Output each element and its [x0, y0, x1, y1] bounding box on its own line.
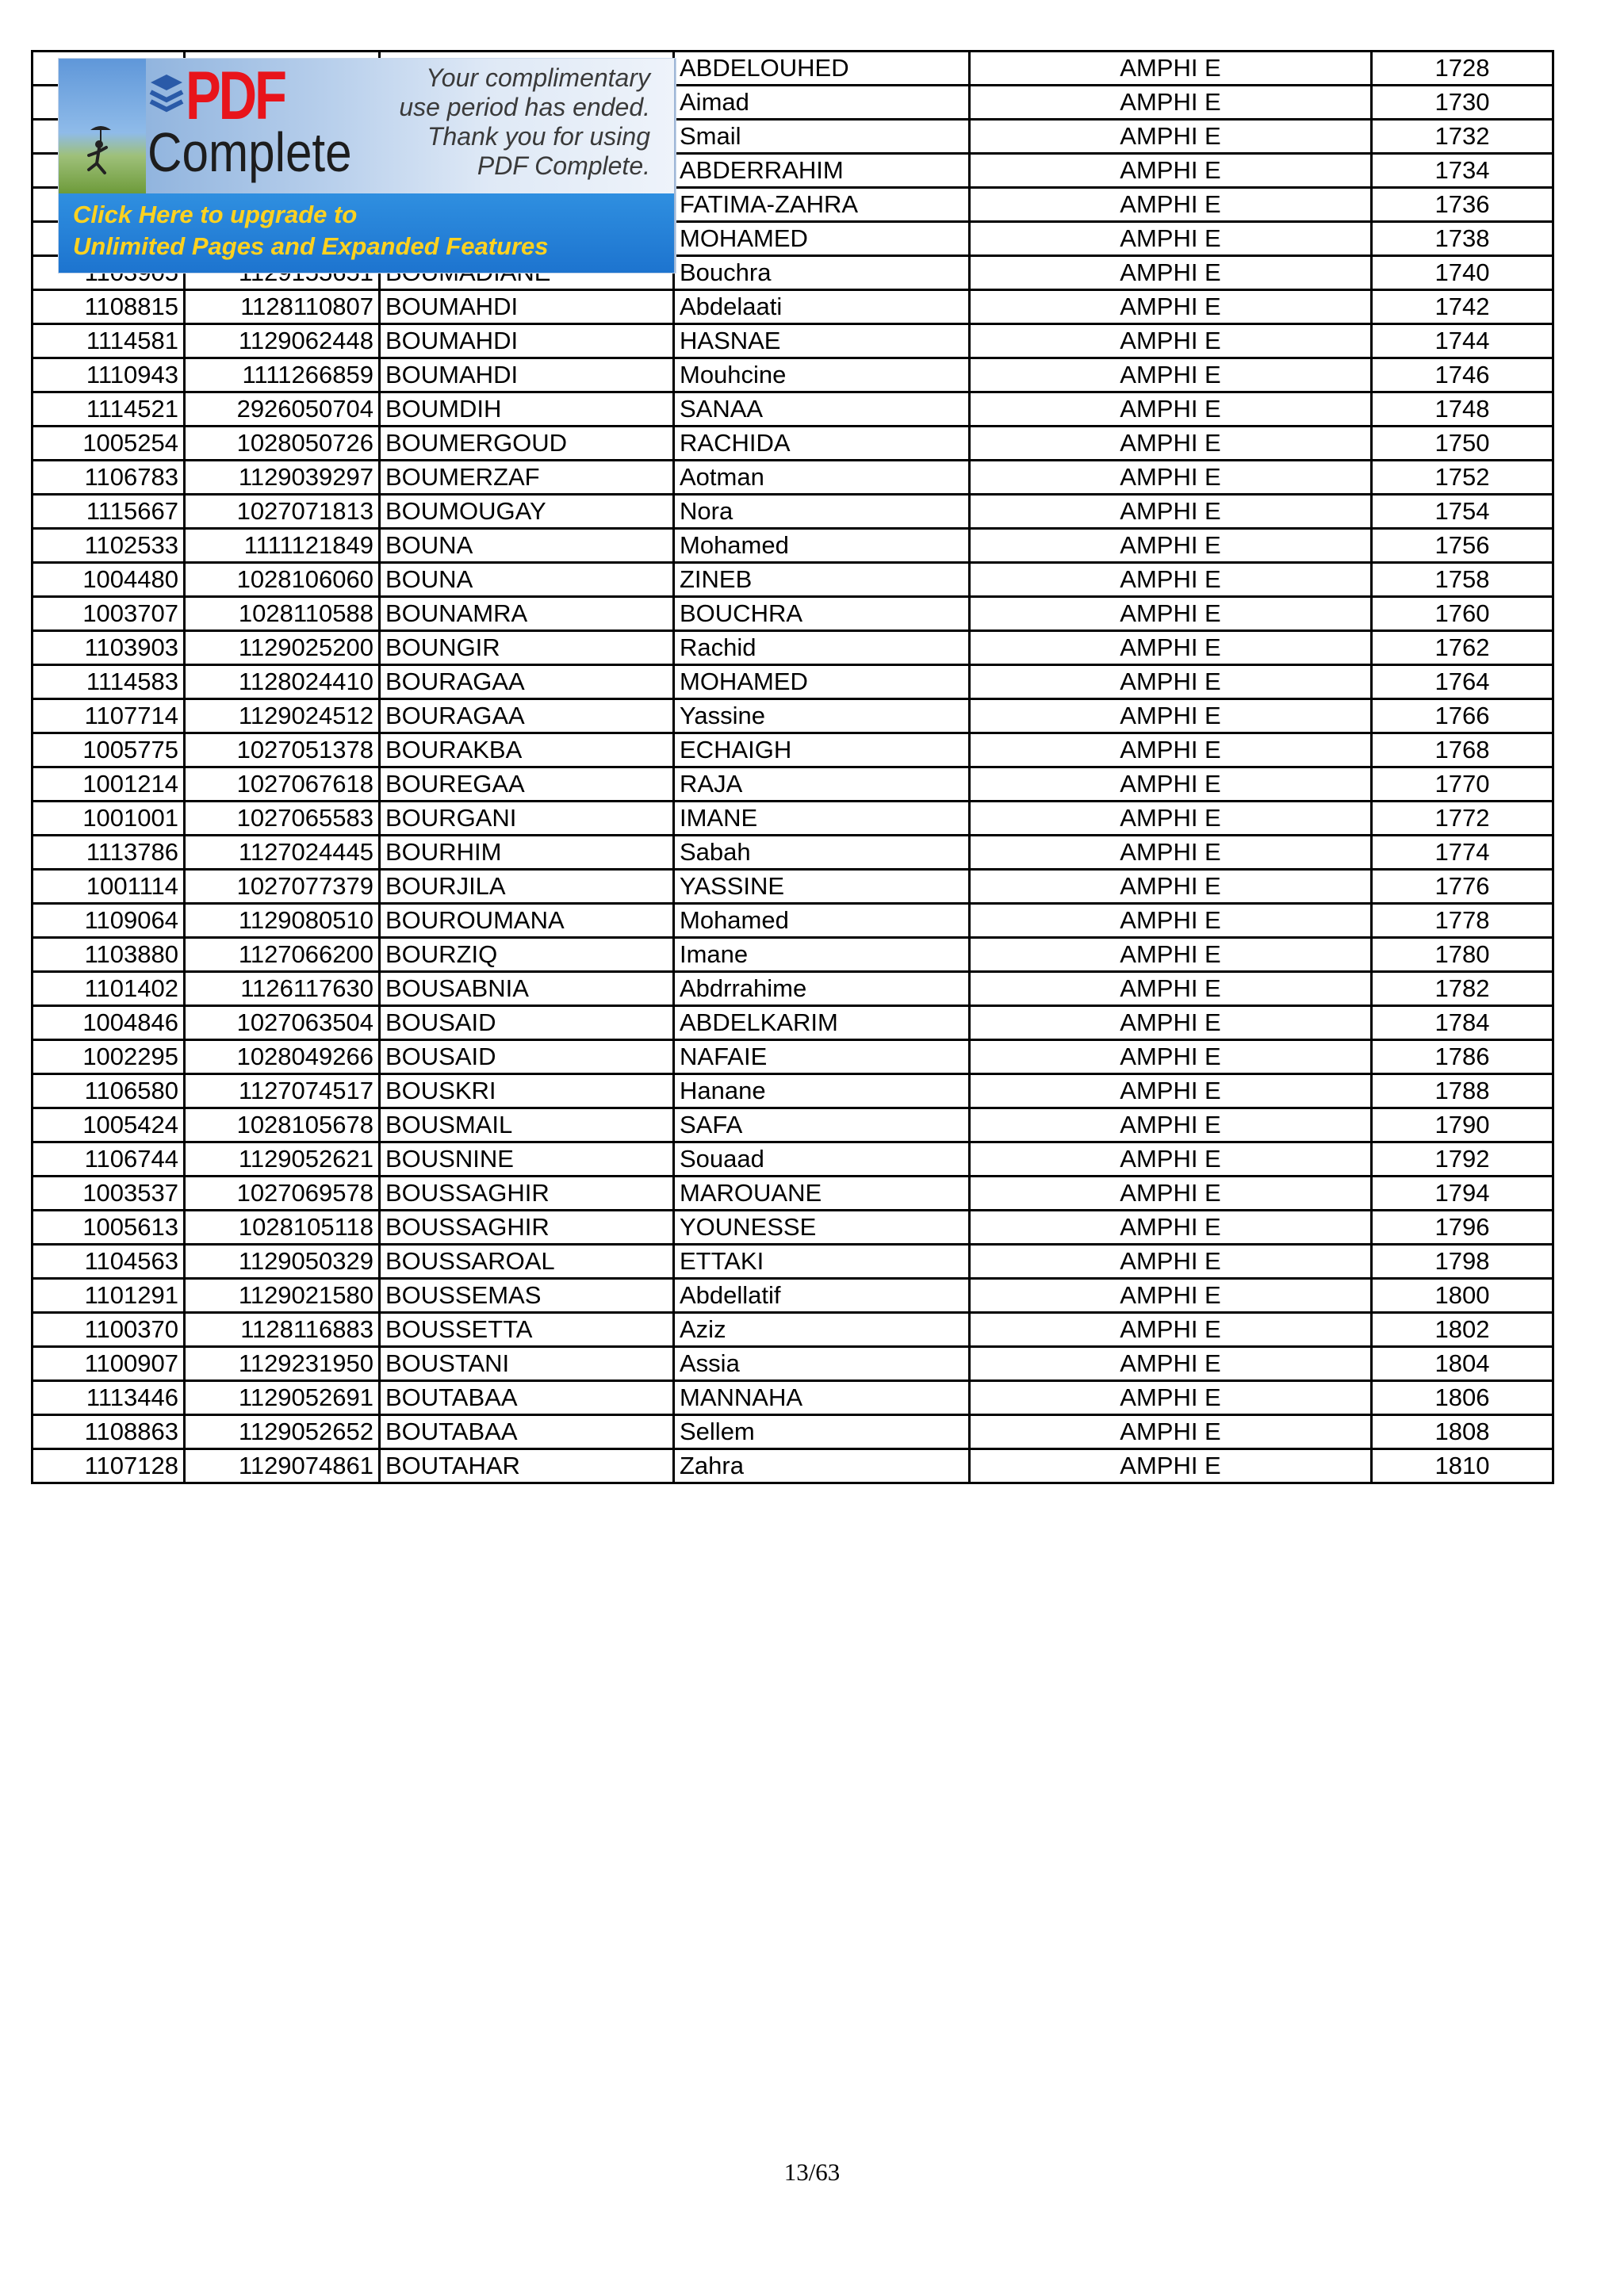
room-cell: AMPHI E [970, 1108, 1372, 1142]
first-name-cell: Hanane [674, 1074, 970, 1108]
student-number-cell: 1108863 [33, 1415, 185, 1449]
first-name-cell: Abdrrahime [674, 972, 970, 1006]
seat-number-cell: 1742 [1372, 290, 1553, 324]
exam-code-cell: 1127074517 [185, 1074, 380, 1108]
promo-message-line: use period has ended. [399, 93, 650, 121]
room-cell: AMPHI E [970, 972, 1372, 1006]
student-number-cell: 1114583 [33, 665, 185, 699]
first-name-cell: ZINEB [674, 563, 970, 597]
pdf-brand-text: PDF [186, 59, 285, 134]
seat-number-cell: 1784 [1372, 1006, 1553, 1040]
seat-number-cell: 1782 [1372, 972, 1553, 1006]
seat-number-cell: 1744 [1372, 324, 1553, 358]
last-name-cell: BOUSNINE [380, 1142, 674, 1177]
seat-number-cell: 1802 [1372, 1313, 1553, 1347]
table-row [33, 699, 1553, 733]
exam-code-cell: 1129062448 [185, 324, 380, 358]
exam-code-cell: 1128024410 [185, 665, 380, 699]
first-name-cell: Imane [674, 938, 970, 972]
room-cell: AMPHI E [970, 1279, 1372, 1313]
exam-code-cell: 1111266859 [185, 358, 380, 392]
room-cell: AMPHI E [970, 699, 1372, 733]
last-name-cell: BOUTAHAR [380, 1449, 674, 1483]
exam-code-cell: 1129039297 [185, 461, 380, 495]
room-cell: AMPHI E [970, 1142, 1372, 1177]
room-cell: AMPHI E [970, 597, 1372, 631]
student-number-cell: 1005613 [33, 1211, 185, 1245]
exam-code-cell: 2926050704 [185, 392, 380, 427]
seat-number-cell: 1808 [1372, 1415, 1553, 1449]
student-number-cell: 1103880 [33, 938, 185, 972]
room-cell: AMPHI E [970, 665, 1372, 699]
first-name-cell: MOHAMED [674, 222, 970, 256]
last-name-cell: BOUMOUGAY [380, 495, 674, 529]
table-row [33, 1177, 1553, 1211]
last-name-cell: BOUSSAROAL [380, 1245, 674, 1279]
jumping-person-photo [59, 59, 146, 193]
first-name-cell: BOUCHRA [674, 597, 970, 631]
student-number-cell: 1102533 [33, 529, 185, 563]
exam-code-cell: 1027071813 [185, 495, 380, 529]
seat-number-cell: 1792 [1372, 1142, 1553, 1177]
seat-number-cell: 1778 [1372, 904, 1553, 938]
exam-code-cell: 1027077379 [185, 870, 380, 904]
room-cell: AMPHI E [970, 529, 1372, 563]
exam-code-cell: 1127066200 [185, 938, 380, 972]
seat-number-cell: 1800 [1372, 1279, 1553, 1313]
table-row [33, 938, 1553, 972]
student-number-cell: 1100370 [33, 1313, 185, 1347]
student-number-cell: 1113786 [33, 836, 185, 870]
table-row [33, 1347, 1553, 1381]
seat-number-cell: 1804 [1372, 1347, 1553, 1381]
room-cell: AMPHI E [970, 938, 1372, 972]
room-cell: AMPHI E [970, 767, 1372, 802]
exam-code-cell: 1126117630 [185, 972, 380, 1006]
first-name-cell: IMANE [674, 802, 970, 836]
first-name-cell: Mohamed [674, 529, 970, 563]
first-name-cell: Souaad [674, 1142, 970, 1177]
table-row [33, 324, 1553, 358]
exam-code-cell: 1027051378 [185, 733, 380, 767]
student-number-cell: 1003537 [33, 1177, 185, 1211]
first-name-cell: RACHIDA [674, 427, 970, 461]
last-name-cell: BOURAKBA [380, 733, 674, 767]
student-number-cell: 1114521 [33, 392, 185, 427]
room-cell: AMPHI E [970, 1245, 1372, 1279]
complete-brand-text: Complete [147, 121, 352, 183]
last-name-cell: BOUMAHDI [380, 324, 674, 358]
student-number-cell: 1005424 [33, 1108, 185, 1142]
exam-code-cell: 1129052621 [185, 1142, 380, 1177]
seat-number-cell: 1798 [1372, 1245, 1553, 1279]
table-row [33, 1245, 1553, 1279]
room-cell: AMPHI E [970, 256, 1372, 290]
student-number-cell: 1004480 [33, 563, 185, 597]
last-name-cell: BOUMERGOUD [380, 427, 674, 461]
student-number-cell: 1005775 [33, 733, 185, 767]
seat-number-cell: 1786 [1372, 1040, 1553, 1074]
last-name-cell: BOUSAID [380, 1006, 674, 1040]
seat-number-cell: 1788 [1372, 1074, 1553, 1108]
student-number-cell: 1004846 [33, 1006, 185, 1040]
room-cell: AMPHI E [970, 1347, 1372, 1381]
first-name-cell: YOUNESSE [674, 1211, 970, 1245]
table-row [33, 665, 1553, 699]
last-name-cell: BOUSSAGHIR [380, 1177, 674, 1211]
exam-code-cell: 1129025200 [185, 631, 380, 665]
exam-code-cell: 1028049266 [185, 1040, 380, 1074]
first-name-cell: Aziz [674, 1313, 970, 1347]
table-row [33, 461, 1553, 495]
last-name-cell: BOUREGAA [380, 767, 674, 802]
exam-code-cell: 1028050726 [185, 427, 380, 461]
first-name-cell: YASSINE [674, 870, 970, 904]
seat-number-cell: 1770 [1372, 767, 1553, 802]
table-row [33, 1415, 1553, 1449]
student-number-cell: 1106744 [33, 1142, 185, 1177]
seat-number-cell: 1730 [1372, 86, 1553, 120]
seat-number-cell: 1776 [1372, 870, 1553, 904]
upgrade-link[interactable] [59, 193, 674, 273]
first-name-cell: ABDERRAHIM [674, 154, 970, 188]
table-row [33, 802, 1553, 836]
promo-message-line: Your complimentary [426, 63, 650, 92]
room-cell: AMPHI E [970, 120, 1372, 154]
room-cell: AMPHI E [970, 836, 1372, 870]
first-name-cell: MANNAHA [674, 1381, 970, 1415]
table-row [33, 972, 1553, 1006]
first-name-cell: Mohamed [674, 904, 970, 938]
seat-number-cell: 1762 [1372, 631, 1553, 665]
exam-code-cell: 1129052691 [185, 1381, 380, 1415]
table-row [33, 870, 1553, 904]
student-number-cell: 1104563 [33, 1245, 185, 1279]
table-row [33, 427, 1553, 461]
page-number: 13/63 [783, 2158, 841, 2186]
promo-message-line: Thank you for using [427, 122, 650, 151]
upgrade-link-line1[interactable]: Click Here to upgrade to [73, 201, 358, 228]
room-cell: AMPHI E [970, 154, 1372, 188]
room-cell: AMPHI E [970, 358, 1372, 392]
promo-message-line: PDF Complete. [477, 151, 650, 180]
first-name-cell: Sabah [674, 836, 970, 870]
first-name-cell: FATIMA-ZAHRA [674, 188, 970, 222]
last-name-cell: BOUSMAIL [380, 1108, 674, 1142]
table-row [33, 1142, 1553, 1177]
table-row [33, 597, 1553, 631]
first-name-cell: Smail [674, 120, 970, 154]
student-number-cell: 1109064 [33, 904, 185, 938]
first-name-cell: NAFAIE [674, 1040, 970, 1074]
last-name-cell: BOURHIM [380, 836, 674, 870]
student-number-cell: 1115667 [33, 495, 185, 529]
student-number-cell: 1101402 [33, 972, 185, 1006]
first-name-cell: Rachid [674, 631, 970, 665]
room-cell: AMPHI E [970, 631, 1372, 665]
exam-code-cell: 1129024512 [185, 699, 380, 733]
student-number-cell: 1100907 [33, 1347, 185, 1381]
last-name-cell: BOUNGIR [380, 631, 674, 665]
seat-number-cell: 1806 [1372, 1381, 1553, 1415]
seat-number-cell: 1774 [1372, 836, 1553, 870]
first-name-cell: RAJA [674, 767, 970, 802]
exam-code-cell: 1027063504 [185, 1006, 380, 1040]
seat-number-cell: 1772 [1372, 802, 1553, 836]
seat-number-cell: 1760 [1372, 597, 1553, 631]
student-number-cell: 1103903 [33, 631, 185, 665]
room-cell: AMPHI E [970, 1074, 1372, 1108]
room-cell: AMPHI E [970, 1040, 1372, 1074]
exam-code-cell: 1027065583 [185, 802, 380, 836]
seat-number-cell: 1732 [1372, 120, 1553, 154]
student-number-cell: 1003707 [33, 597, 185, 631]
table-row [33, 836, 1553, 870]
seat-number-cell: 1752 [1372, 461, 1553, 495]
exam-code-cell: 1128116883 [185, 1313, 380, 1347]
last-name-cell: BOUMAHDI [380, 290, 674, 324]
student-number-cell: 1106783 [33, 461, 185, 495]
table-row [33, 563, 1553, 597]
student-number-cell: 1101291 [33, 1279, 185, 1313]
last-name-cell: BOURZIQ [380, 938, 674, 972]
seat-number-cell: 1766 [1372, 699, 1553, 733]
first-name-cell: Bouchra [674, 256, 970, 290]
seat-number-cell: 1796 [1372, 1211, 1553, 1245]
seat-number-cell: 1748 [1372, 392, 1553, 427]
seat-number-cell: 1758 [1372, 563, 1553, 597]
first-name-cell: ETTAKI [674, 1245, 970, 1279]
upgrade-link-line2[interactable]: Unlimited Pages and Expanded Features [73, 232, 549, 260]
student-number-cell: 1001214 [33, 767, 185, 802]
student-number-cell: 1002295 [33, 1040, 185, 1074]
student-number-cell: 1106580 [33, 1074, 185, 1108]
first-name-cell: Aotman [674, 461, 970, 495]
exam-code-cell: 1028110588 [185, 597, 380, 631]
first-name-cell: ECHAIGH [674, 733, 970, 767]
last-name-cell: BOURGANI [380, 802, 674, 836]
last-name-cell: BOUSAID [380, 1040, 674, 1074]
table-row [33, 1074, 1553, 1108]
table-row [33, 1381, 1553, 1415]
table-row [33, 767, 1553, 802]
pdf-complete-upgrade-banner[interactable] [59, 59, 676, 273]
first-name-cell: Aimad [674, 86, 970, 120]
room-cell: AMPHI E [970, 1381, 1372, 1415]
exam-code-cell: 1128110807 [185, 290, 380, 324]
last-name-cell: BOURAGAA [380, 665, 674, 699]
exam-code-cell: 1027069578 [185, 1177, 380, 1211]
last-name-cell: BOURAGAA [380, 699, 674, 733]
table-row [33, 1449, 1553, 1483]
table-row [33, 392, 1553, 427]
room-cell: AMPHI E [970, 86, 1372, 120]
table-row [33, 1211, 1553, 1245]
room-cell: AMPHI E [970, 461, 1372, 495]
student-number-cell: 1001114 [33, 870, 185, 904]
table-row [33, 733, 1553, 767]
last-name-cell: BOUSSEMAS [380, 1279, 674, 1313]
room-cell: AMPHI E [970, 52, 1372, 86]
seat-number-cell: 1756 [1372, 529, 1553, 563]
first-name-cell: Mouhcine [674, 358, 970, 392]
seat-number-cell: 1750 [1372, 427, 1553, 461]
table-row [33, 1279, 1553, 1313]
last-name-cell: BOUSSAGHIR [380, 1211, 674, 1245]
seat-number-cell: 1728 [1372, 52, 1553, 86]
exam-code-cell: 1127024445 [185, 836, 380, 870]
first-name-cell: Abdellatif [674, 1279, 970, 1313]
table-row [33, 290, 1553, 324]
last-name-cell: BOURJILA [380, 870, 674, 904]
last-name-cell: BOUROUMANA [380, 904, 674, 938]
room-cell: AMPHI E [970, 495, 1372, 529]
room-cell: AMPHI E [970, 870, 1372, 904]
last-name-cell: BOUSTANI [380, 1347, 674, 1381]
seat-number-cell: 1790 [1372, 1108, 1553, 1142]
first-name-cell: Abdelaati [674, 290, 970, 324]
room-cell: AMPHI E [970, 290, 1372, 324]
table-row [33, 1006, 1553, 1040]
table-row [33, 495, 1553, 529]
student-number-cell: 1114581 [33, 324, 185, 358]
exam-code-cell: 1028105678 [185, 1108, 380, 1142]
first-name-cell: Nora [674, 495, 970, 529]
student-number-cell: 1108815 [33, 290, 185, 324]
first-name-cell: ABDELKARIM [674, 1006, 970, 1040]
seat-number-cell: 1780 [1372, 938, 1553, 972]
first-name-cell: HASNAE [674, 324, 970, 358]
last-name-cell: BOUNA [380, 563, 674, 597]
first-name-cell: Zahra [674, 1449, 970, 1483]
last-name-cell: BOUTABAA [380, 1381, 674, 1415]
last-name-cell: BOUSABNIA [380, 972, 674, 1006]
seat-number-cell: 1738 [1372, 222, 1553, 256]
last-name-cell: BOUTABAA [380, 1415, 674, 1449]
seat-number-cell: 1794 [1372, 1177, 1553, 1211]
jumping-person-icon [73, 124, 128, 187]
room-cell: AMPHI E [970, 733, 1372, 767]
exam-code-cell: 1028106060 [185, 563, 380, 597]
room-cell: AMPHI E [970, 1006, 1372, 1040]
exam-code-cell: 1129231950 [185, 1347, 380, 1381]
student-number-cell: 1110943 [33, 358, 185, 392]
seat-number-cell: 1754 [1372, 495, 1553, 529]
first-name-cell: Sellem [674, 1415, 970, 1449]
room-cell: AMPHI E [970, 188, 1372, 222]
table-row [33, 904, 1553, 938]
exam-code-cell: 1028105118 [185, 1211, 380, 1245]
student-number-cell: 1113446 [33, 1381, 185, 1415]
room-cell: AMPHI E [970, 1415, 1372, 1449]
exam-code-cell: 1129052652 [185, 1415, 380, 1449]
seat-number-cell: 1740 [1372, 256, 1553, 290]
last-name-cell: BOUNAMRA [380, 597, 674, 631]
room-cell: AMPHI E [970, 1211, 1372, 1245]
exam-code-cell: 1129074861 [185, 1449, 380, 1483]
first-name-cell: SANAA [674, 392, 970, 427]
exam-code-cell: 1129050329 [185, 1245, 380, 1279]
exam-code-cell: 1129080510 [185, 904, 380, 938]
room-cell: AMPHI E [970, 802, 1372, 836]
seat-number-cell: 1764 [1372, 665, 1553, 699]
student-number-cell: 1001001 [33, 802, 185, 836]
student-number-cell: 1005254 [33, 427, 185, 461]
table-row [33, 1313, 1553, 1347]
table-row [33, 1040, 1553, 1074]
room-cell: AMPHI E [970, 1313, 1372, 1347]
last-name-cell: BOUMERZAF [380, 461, 674, 495]
first-name-cell: MOHAMED [674, 665, 970, 699]
student-number-cell: 1107128 [33, 1449, 185, 1483]
first-name-cell: ABDELOUHED [674, 52, 970, 86]
room-cell: AMPHI E [970, 1449, 1372, 1483]
room-cell: AMPHI E [970, 222, 1372, 256]
last-name-cell: BOUSKRI [380, 1074, 674, 1108]
first-name-cell: MAROUANE [674, 1177, 970, 1211]
room-cell: AMPHI E [970, 427, 1372, 461]
exam-code-cell: 1027067618 [185, 767, 380, 802]
table-row [33, 631, 1553, 665]
exam-code-cell: 1111121849 [185, 529, 380, 563]
table-row [33, 529, 1553, 563]
seat-number-cell: 1746 [1372, 358, 1553, 392]
first-name-cell: Assia [674, 1347, 970, 1381]
promo-message [399, 63, 650, 181]
table-row [33, 358, 1553, 392]
room-cell: AMPHI E [970, 392, 1372, 427]
pdf-stack-logo-icon [147, 71, 186, 119]
first-name-cell: SAFA [674, 1108, 970, 1142]
last-name-cell: BOUSSETTA [380, 1313, 674, 1347]
first-name-cell: Yassine [674, 699, 970, 733]
last-name-cell: BOUMDIH [380, 392, 674, 427]
last-name-cell: BOUNA [380, 529, 674, 563]
seat-number-cell: 1734 [1372, 154, 1553, 188]
last-name-cell: BOUMAHDI [380, 358, 674, 392]
room-cell: AMPHI E [970, 1177, 1372, 1211]
table-row [33, 1108, 1553, 1142]
seat-number-cell: 1810 [1372, 1449, 1553, 1483]
room-cell: AMPHI E [970, 324, 1372, 358]
room-cell: AMPHI E [970, 563, 1372, 597]
room-cell: AMPHI E [970, 904, 1372, 938]
exam-code-cell: 1129021580 [185, 1279, 380, 1313]
seat-number-cell: 1736 [1372, 188, 1553, 222]
seat-number-cell: 1768 [1372, 733, 1553, 767]
student-number-cell: 1107714 [33, 699, 185, 733]
